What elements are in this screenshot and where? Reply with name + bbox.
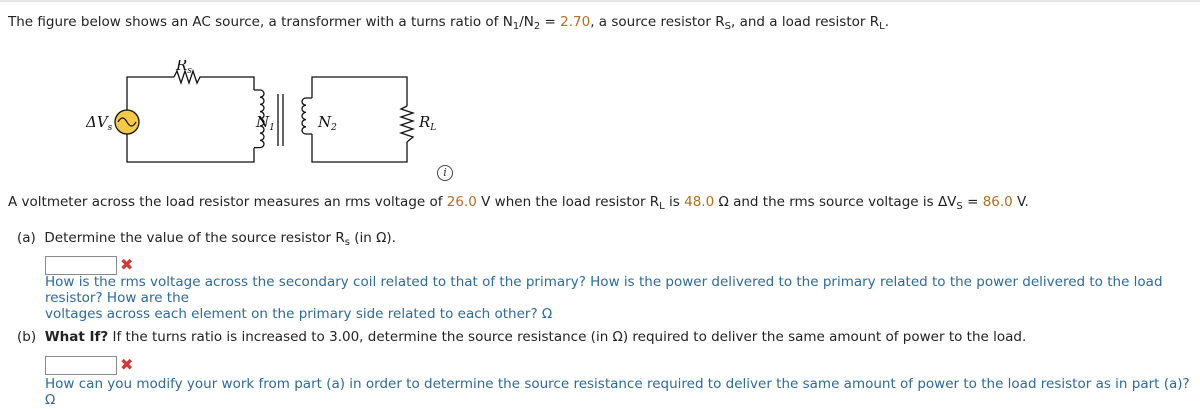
source-voltage-label: $\Delta V_s$ (86, 113, 113, 133)
load-resistance-value: 48.0 (684, 194, 715, 210)
part-a-question: (a) Determine the value of the source resistor $R_s$ (in Ω). (17, 230, 396, 248)
part-b-label: (b) (17, 329, 37, 345)
part-a-label: (a) (17, 230, 36, 246)
part-b-answer-input[interactable] (45, 356, 117, 375)
part-a-answer-input[interactable] (45, 256, 117, 275)
load-resistor-symbol (401, 106, 413, 142)
secondary-bottom-wire (312, 134, 407, 162)
load-resistor-label: $R_L$ (419, 113, 437, 133)
transformer-circuit-figure (80, 60, 480, 170)
source-voltage-value: 86.0 (982, 194, 1013, 210)
what-if-label: What If? (44, 329, 109, 345)
primary-top-right-wire (203, 77, 254, 90)
primary-turns-label: $N_1$ (256, 113, 275, 133)
part-a-incorrect-icon: ✖ (120, 255, 134, 274)
source-resistor-label: $R_s$ (176, 60, 192, 76)
secondary-top-wire (312, 77, 407, 106)
primary-top-left-wire (127, 77, 174, 110)
primary-bottom-wire (127, 134, 254, 162)
intro-text: The figure below shows an AC source, a transformer with a turns ratio of $N_1/N_2 = 2.70$, a source resistor $R_S$, and a load resistor $R_L$. (8, 14, 889, 32)
top-divider (0, 0, 1200, 2)
turns-ratio-value: 2.70 (560, 14, 591, 30)
load-voltage-value: 26.0 (446, 194, 477, 210)
problem-statement: A voltmeter across the load resistor measures an rms voltage of 26.0 V when the load resistor $R_L$ is 48.0 Ω and the rms source voltage is $\Delta V_S = 86.0$ V. (8, 194, 1029, 212)
part-a-hint: How is the rms voltage across the secondary coil related to that of the primary? How is the power delivered to the primary related to the power delivered to the load resistor? How are the voltages across each element on the primary side related to each other? Ω (45, 274, 1163, 322)
info-icon[interactable]: i (437, 165, 453, 181)
secondary-coil-symbol (302, 98, 312, 134)
part-b-incorrect-icon: ✖ (120, 355, 134, 374)
secondary-turns-label: $N_2$ (318, 113, 337, 133)
part-b-hint: How can you modify your work from part (a) in order to determine the source resistance required to deliver the same amount of power to the load resistor as in part (a)? Ω (45, 376, 1190, 408)
part-b-question: (b) What If? If the turns ratio is increased to 3.00, determine the source resistance (in Ω) required to deliver the same amount of power to the load. (17, 329, 1027, 345)
